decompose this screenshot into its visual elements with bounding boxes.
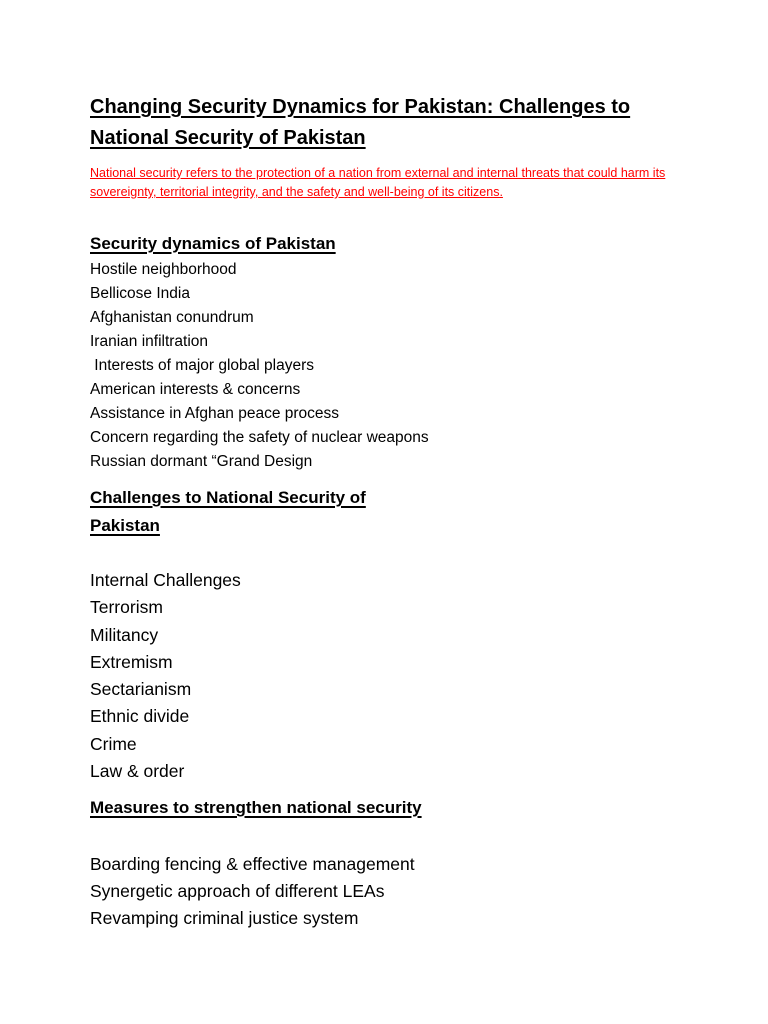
list-item: Assistance in Afghan peace process <box>90 405 340 422</box>
list-item: Extremism <box>90 651 173 672</box>
list-item: Russian dormant “Grand Design <box>90 453 313 470</box>
list-item: Law & order <box>90 761 185 782</box>
list-item: Hostile neighborhood <box>90 261 237 278</box>
intro-paragraph: National security refers to the protection of a nation from external and internal threats that could harm its sovereignty, territorial integrity, and the safety and well-being of its citizens. <box>90 166 666 199</box>
list-item: Terrorism <box>90 597 163 618</box>
list-item: Crime <box>90 733 137 754</box>
section-heading-measures: Measures to strengthen national security <box>90 798 422 817</box>
dynamics-list <box>90 258 429 474</box>
challenges-list <box>90 567 241 785</box>
list-item: Concern regarding the safety of nuclear weapons <box>90 429 429 446</box>
list-item: Sectarianism <box>90 679 192 700</box>
list-item: American interests & concerns <box>90 381 301 398</box>
list-item: Iranian infiltration <box>90 333 209 350</box>
list-item: Bellicose India <box>90 285 190 302</box>
list-item: Interests of major global players <box>90 357 314 374</box>
list-item: Boarding fencing & effective management <box>90 854 415 874</box>
measures-list <box>90 851 415 932</box>
section-heading-dynamics: Security dynamics of Pakistan <box>90 234 336 253</box>
section-heading-challenges: Challenges to National Security of Pakistan <box>90 488 366 535</box>
list-item: Revamping criminal justice system <box>90 908 359 928</box>
list-item: Synergetic approach of different LEAs <box>90 881 385 901</box>
document-title: Changing Security Dynamics for Pakistan: Challenges to National Security of Pakistan <box>90 96 631 149</box>
list-item: Afghanistan conundrum <box>90 309 254 326</box>
list-item: Militancy <box>90 624 159 645</box>
list-item: Ethnic divide <box>90 706 190 727</box>
list-item: Internal Challenges <box>90 570 241 590</box>
